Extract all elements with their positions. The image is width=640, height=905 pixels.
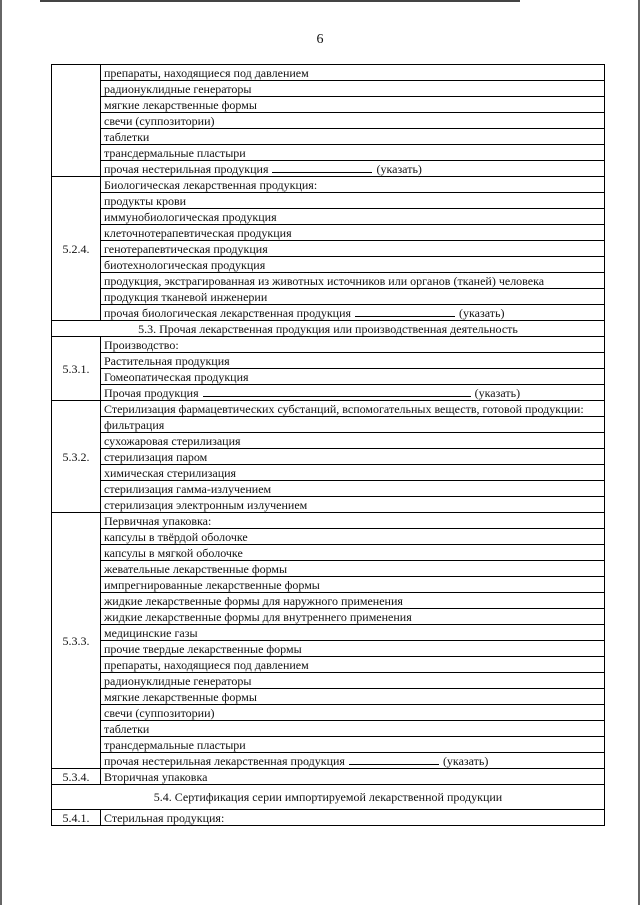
table-row [52, 417, 605, 433]
section-row [52, 785, 605, 810]
item-text: Первичная упаковка: [104, 513, 212, 528]
table-row [52, 513, 605, 529]
item-text: радионуклидные генераторы [104, 81, 252, 96]
item-description [101, 657, 605, 673]
table-row [52, 337, 605, 353]
item-text: таблетки [104, 721, 150, 736]
item-description [101, 65, 605, 81]
item-description [101, 673, 605, 689]
page-number: 6 [316, 32, 324, 47]
item-text: Стерильная продукция: [104, 810, 225, 825]
table-row [52, 561, 605, 577]
item-text: мягкие лекарственные формы [104, 689, 257, 704]
item-description [101, 129, 605, 145]
item-text: капсулы в твёрдой оболочке [104, 529, 248, 544]
item-text: жидкие лекарственные формы для наружного применения [104, 593, 403, 608]
item-description [101, 337, 605, 353]
item-description [101, 593, 605, 609]
item-text: радионуклидные генераторы [104, 673, 252, 688]
blank-fill-line [355, 306, 455, 317]
item-description [101, 161, 605, 177]
item-description [101, 273, 605, 289]
item-text: препараты, находящиеся под давлением [104, 657, 309, 672]
table-row [52, 641, 605, 657]
table-row [52, 161, 605, 177]
item-text: Производство: [104, 337, 179, 352]
item-description [101, 577, 605, 593]
item-text: Биологическая лекарственная продукция: [104, 177, 318, 192]
table-row [52, 625, 605, 641]
table-row [52, 401, 605, 417]
specify-note: (указать) [376, 161, 422, 176]
item-description [101, 753, 605, 769]
section-row [52, 321, 605, 337]
table-row [52, 529, 605, 545]
item-description [101, 193, 605, 209]
specify-note: (указать) [442, 753, 489, 768]
item-description [101, 625, 605, 641]
item-text: сухожаровая стерилизация [104, 433, 241, 448]
table-row [52, 673, 605, 689]
item-text: Прочая продукция [104, 385, 199, 400]
item-description [101, 433, 605, 449]
item-text: препараты, находящиеся под давлением [104, 65, 309, 80]
table-row [52, 753, 605, 769]
item-description [101, 529, 605, 545]
item-description [101, 145, 605, 161]
item-text: жевательные лекарственные формы [104, 561, 288, 576]
item-text: капсулы в мягкой оболочке [104, 545, 243, 560]
table-row [52, 113, 605, 129]
table-row [52, 241, 605, 257]
item-description [101, 385, 605, 401]
table-row [52, 593, 605, 609]
item-text: свечи (суппозитории) [104, 705, 215, 720]
item-text: химическая стерилизация [104, 465, 237, 480]
item-code [52, 65, 101, 177]
table-row [52, 705, 605, 721]
item-code: 5.2.4. [52, 177, 101, 321]
item-description [101, 177, 605, 193]
table-row [52, 273, 605, 289]
item-text: таблетки [104, 129, 150, 144]
item-code: 5.3.4. [52, 769, 101, 785]
item-text: Гомеопатическая продукция [104, 369, 249, 384]
item-text: стерилизация паром [104, 449, 208, 464]
item-text: иммунобиологическая продукция [104, 209, 277, 224]
item-text: мягкие лекарственные формы [104, 97, 257, 112]
table-row [52, 689, 605, 705]
table-row [52, 449, 605, 465]
blank-fill-line [349, 754, 439, 765]
item-description [101, 401, 605, 417]
item-text: трансдермальные пластыри [104, 737, 246, 752]
item-description [101, 113, 605, 129]
item-description [101, 609, 605, 625]
table-row [52, 145, 605, 161]
item-text: жидкие лекарственные формы для внутреннего применения [104, 609, 412, 624]
item-description [101, 705, 605, 721]
item-description [101, 241, 605, 257]
table-row [52, 721, 605, 737]
item-text: прочая нестерильная продукция [104, 161, 269, 176]
item-description [101, 561, 605, 577]
item-description [101, 465, 605, 481]
blank-fill-line [203, 386, 471, 397]
item-text: Стерилизация фармацевтических субстанций, вспомогательных веществ, готовой продукции: [104, 401, 584, 416]
activity-table [51, 64, 605, 826]
item-text: фильтрация [104, 417, 165, 432]
table-row [52, 577, 605, 593]
item-description [101, 353, 605, 369]
item-text: стерилизация электронным излучением [104, 497, 308, 512]
item-text: продукция тканевой инженерии [104, 289, 268, 304]
table-row [52, 481, 605, 497]
table-row [52, 97, 605, 113]
section-heading: 5.4. Сертификация серии импортируемой лекарственной продукции [52, 785, 605, 810]
item-text: Растительная продукция [104, 353, 230, 368]
item-text: Вторичная упаковка [104, 769, 208, 784]
table-row [52, 545, 605, 561]
specify-note: (указать) [459, 305, 505, 320]
item-text: биотехнологическая продукция [104, 257, 266, 272]
table-row [52, 497, 605, 513]
item-description [101, 209, 605, 225]
scan-edge-top [40, 0, 520, 2]
item-description [101, 97, 605, 113]
item-code: 5.3.1. [52, 337, 101, 401]
item-description [101, 641, 605, 657]
item-text: медицинские газы [104, 625, 198, 640]
item-text: продукция, экстрагированная из животных источников или органов (тканей) человека [104, 273, 545, 288]
table-row [52, 369, 605, 385]
table-row [52, 177, 605, 193]
item-text: клеточнотерапевтическая продукция [104, 225, 292, 240]
item-description [101, 497, 605, 513]
item-description [101, 289, 605, 305]
item-text: свечи (суппозитории) [104, 113, 215, 128]
table-row [52, 193, 605, 209]
table-row [52, 305, 605, 321]
item-code: 5.3.2. [52, 401, 101, 513]
item-description [101, 737, 605, 753]
item-description [101, 257, 605, 273]
item-description [101, 417, 605, 433]
item-description [101, 81, 605, 97]
table-row [52, 353, 605, 369]
blank-fill-line [272, 162, 372, 173]
item-code: 5.4.1. [52, 810, 101, 826]
table-row [52, 385, 605, 401]
item-description [101, 810, 605, 826]
table-row [52, 209, 605, 225]
item-description [101, 305, 605, 321]
table-row [52, 810, 605, 826]
table-row [52, 465, 605, 481]
table-row [52, 81, 605, 97]
item-description [101, 481, 605, 497]
table-body [52, 65, 605, 826]
table-row [52, 65, 605, 81]
section-heading: 5.3. Прочая лекарственная продукция или производственная деятельность [52, 321, 605, 337]
table-row [52, 433, 605, 449]
item-text: импрегнированные лекарственные формы [104, 577, 320, 592]
item-description [101, 721, 605, 737]
item-text: прочая нестерильная лекарственная продукция [104, 753, 345, 768]
table-row [52, 657, 605, 673]
table-row [52, 769, 605, 785]
table-row [52, 225, 605, 241]
item-code: 5.3.3. [52, 513, 101, 769]
item-text: генотерапевтическая продукция [104, 241, 268, 256]
item-text: трансдермальные пластыри [104, 145, 246, 160]
item-description [101, 369, 605, 385]
table-row [52, 737, 605, 753]
item-description [101, 513, 605, 529]
item-description [101, 449, 605, 465]
table-row [52, 609, 605, 625]
item-text: стерилизация гамма-излучением [104, 481, 272, 496]
item-description [101, 769, 605, 785]
specify-note: (указать) [474, 385, 521, 400]
item-text: прочие твердые лекарственные формы [104, 641, 302, 656]
table-row [52, 257, 605, 273]
table-row [52, 129, 605, 145]
item-text: прочая биологическая лекарственная продукция [104, 305, 352, 320]
item-text: продукты крови [104, 193, 187, 208]
table-row [52, 289, 605, 305]
scan-edge-left [0, 0, 2, 905]
item-description [101, 225, 605, 241]
item-description [101, 545, 605, 561]
item-description [101, 689, 605, 705]
